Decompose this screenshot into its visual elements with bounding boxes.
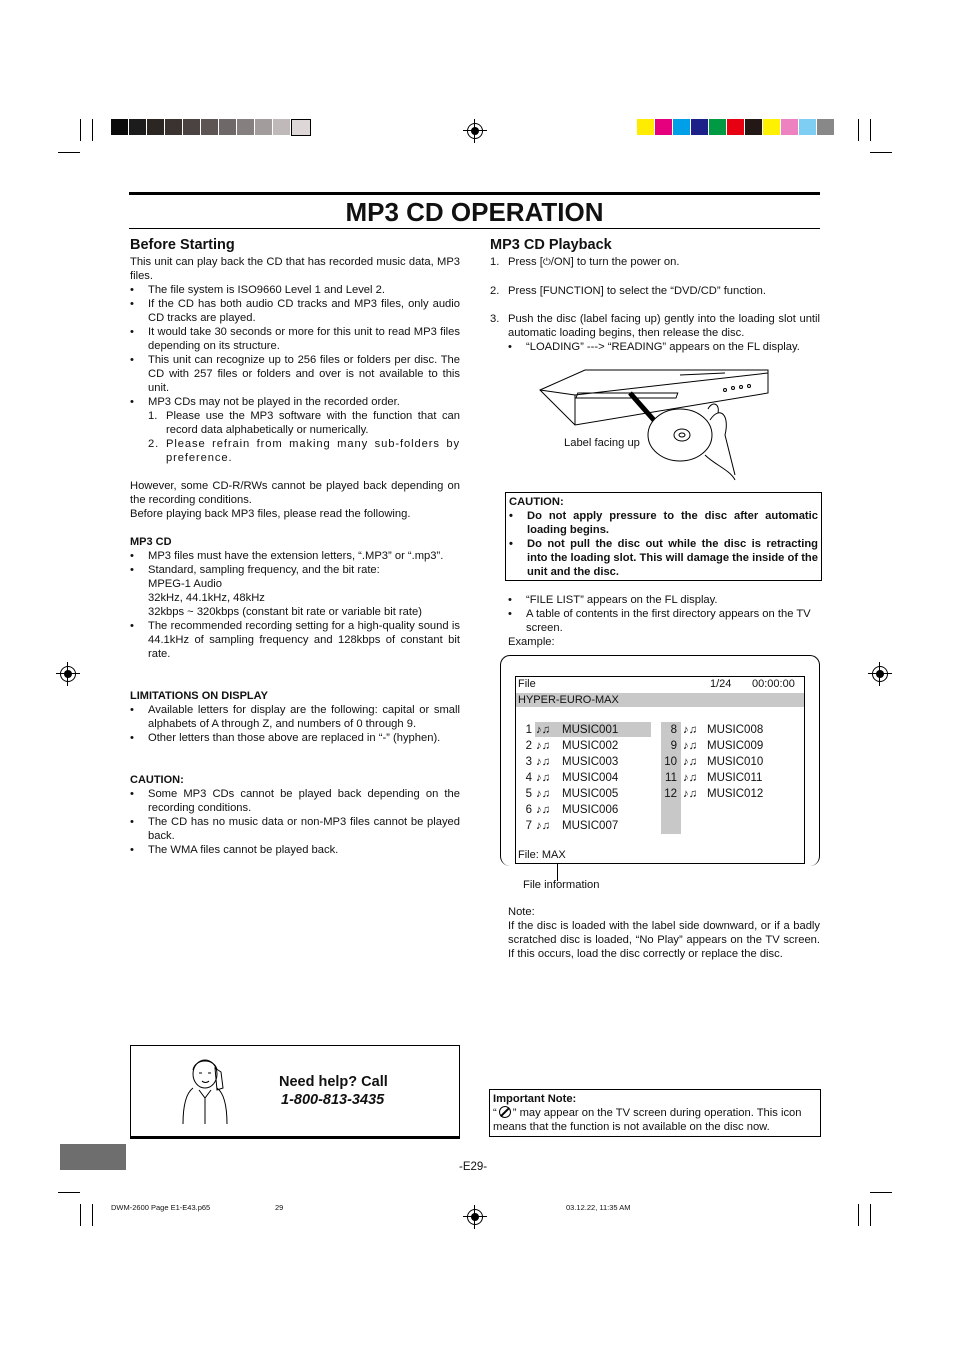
prohibited-icon [499, 1106, 511, 1118]
registration-mark-icon [872, 666, 888, 682]
important-note-text: “ ” may appear on the TV screen during operation. This icon means that the function is not available on the disc now. [493, 1107, 802, 1133]
registration-mark-icon [467, 123, 483, 139]
gray-swatch [219, 119, 236, 135]
important-note-box [489, 1089, 821, 1137]
folder-name: HYPER-EURO-MAX [518, 694, 619, 706]
caution-box [505, 492, 822, 581]
help-phone-number[interactable]: 1-800-813-3435 [281, 1092, 385, 1108]
file-list-screen [515, 676, 805, 864]
intro-text: This unit can play back the CD that has recorded music data, MP3 files. [130, 256, 460, 282]
music-note-icon: ♪♫ [683, 740, 698, 752]
color-swatch [745, 119, 762, 135]
screen-time: 00:00:00 [752, 678, 795, 690]
limitations-heading: LIMITATIONS ON DISPLAY [130, 690, 268, 702]
color-swatch [655, 119, 672, 135]
caution-heading: CAUTION: [130, 774, 184, 786]
title-rule-top [129, 192, 820, 195]
registration-mark-icon [60, 666, 76, 682]
help-line: Need help? Call [279, 1074, 388, 1090]
caution-item: • Do not apply pressure to the disc after automatic loading begins. [509, 509, 818, 537]
color-swatch [709, 119, 726, 135]
list-item: • The recommended recording setting for a high-quality sound is 44.1kHz of sampling frequency and 128kbps of constant bit rate. [130, 619, 460, 661]
color-swatch [817, 119, 834, 135]
power-icon: ⏻ [542, 257, 551, 268]
help-box [130, 1045, 460, 1139]
music-note-icon: ♪♫ [683, 772, 698, 784]
however-text: However, some CD-R/RWs cannot be played back depending on the recording conditions. [130, 480, 460, 506]
list-item: • Standard, sampling frequency, and the bit rate: MPEG-1 Audio 32kHz, 44.1kHz, 48kHz 32kbps ~ 320kbps (constant bit rate or variable bit rate) [130, 563, 460, 619]
phone-person-icon [179, 1054, 231, 1124]
music-note-icon: ♪♫ [683, 724, 698, 736]
list-item: • Some MP3 CDs cannot be played back depending on the recording conditions. [130, 787, 460, 815]
page-title: MP3 CD OPERATION [345, 197, 604, 227]
gray-swatch [111, 119, 128, 135]
music-note-icon: ♪♫ [536, 772, 551, 784]
screen-file-label: File [518, 678, 536, 690]
list-item[interactable]: 4 ♪♫ MUSIC004 [525, 772, 619, 784]
music-note-icon: ♪♫ [683, 756, 698, 768]
footer-date: 03.12.22, 11:35 AM [566, 1203, 631, 1212]
gray-swatch [273, 119, 290, 135]
list-item[interactable]: 9 ♪♫ MUSIC009 [670, 740, 764, 752]
color-swatch [691, 119, 708, 135]
example-label: Example: [508, 636, 555, 648]
label-facing-caption: Label facing up [564, 437, 640, 449]
list-item: • The CD has no music data or non-MP3 files cannot be played back. [130, 815, 460, 843]
list-item[interactable]: 1 ♪♫ MUSIC001 [525, 724, 619, 736]
gray-swatch [129, 119, 146, 135]
music-note-icon: ♪♫ [536, 756, 551, 768]
list-item: • This unit can recognize up to 256 files or folders per disc. The CD with 257 files or folders and over is not available to this unit. [130, 353, 460, 395]
list-item: • “LOADING” ---> “READING” appears on the FL display. [508, 340, 820, 354]
list-item[interactable]: 8 ♪♫ MUSIC008 [670, 724, 764, 736]
list-item[interactable]: 11 ♪♫ MUSIC011 [665, 772, 763, 784]
step-3: 3. Push the disc (label facing up) gently into the loading slot until automatic loading begins, then release the disc. [490, 313, 820, 339]
note-label: Note: [508, 906, 535, 918]
mp3cd-heading: MP3 CD [130, 536, 172, 548]
page-tab [60, 1144, 126, 1170]
list-item[interactable]: 2 ♪♫ MUSIC002 [525, 740, 619, 752]
list-item[interactable]: 5 ♪♫ MUSIC005 [525, 788, 619, 800]
list-item: • The file system is ISO9660 Level 1 and Level 2. [130, 283, 460, 297]
music-note-icon: ♪♫ [536, 788, 551, 800]
disc-loading-illustration [530, 365, 780, 490]
color-swatch [799, 119, 816, 135]
list-item[interactable]: 7 ♪♫ MUSIC007 [525, 820, 619, 832]
list-item[interactable]: 6 ♪♫ MUSIC006 [525, 804, 619, 816]
list-item[interactable]: 12 ♪♫ MUSIC012 [664, 788, 764, 800]
list-item: • The WMA files cannot be played back. [130, 843, 460, 857]
list-item[interactable]: 3 ♪♫ MUSIC003 [525, 756, 619, 768]
music-note-icon: ♪♫ [536, 724, 551, 736]
list-item: • Available letters for display are the following: capital or small alphabets of A through Z, and numbers of 0 through 9. [130, 703, 460, 731]
color-swatch [763, 119, 780, 135]
screen-footer: File: MAX [518, 849, 566, 861]
gray-swatch [255, 119, 272, 135]
color-swatch [727, 119, 744, 135]
right-column [490, 238, 820, 354]
file-info-caption: File information [523, 879, 600, 891]
screen-file-count: 1/24 [710, 678, 732, 690]
important-note-heading: Important Note: [493, 1093, 577, 1105]
footer-page: 29 [275, 1203, 284, 1212]
before-text: Before playing back MP3 files, please read the following. [130, 508, 411, 520]
gray-swatch [165, 119, 182, 135]
list-item: • A table of contents in the first directory appears on the TV screen. [508, 607, 820, 635]
step-1: 1. Press [⏻/ON] to turn the power on. [490, 256, 680, 268]
section-heading: Before Starting [130, 237, 235, 253]
caution-box-heading: CAUTION: [509, 496, 564, 508]
page-number: -E29- [459, 1161, 488, 1173]
sub-list-item: 2. Please refrain from making many sub-folders by preference. [148, 438, 460, 464]
music-note-icon: ♪♫ [536, 740, 551, 752]
footer-file: DWM-2600 Page E1-E43.p65 [111, 1203, 211, 1212]
music-note-icon: ♪♫ [536, 820, 551, 832]
color-swatch [637, 119, 654, 135]
caution-item: • Do not pull the disc out while the disc is retracting into the loading slot. This will damage the inside of the unit and the disc. [509, 537, 818, 579]
gray-swatch [201, 119, 218, 135]
color-swatch [673, 119, 690, 135]
gray-swatch [237, 119, 254, 135]
note-block [508, 905, 820, 961]
gray-swatch [183, 119, 200, 135]
after-loading-list [508, 593, 820, 649]
list-item: • MP3 CDs may not be played in the recorded order. [130, 395, 460, 409]
left-column [130, 238, 460, 857]
registration-mark-icon [467, 1209, 483, 1225]
list-item: • Other letters than those above are replaced in “-” (hyphen). [130, 731, 460, 745]
title-rule-bottom [129, 228, 820, 229]
list-item: • MP3 files must have the extension letters, “.MP3” or “.mp3”. [130, 549, 460, 563]
music-note-icon: ♪♫ [683, 788, 698, 800]
gray-swatch [291, 119, 311, 136]
list-item: • If the CD has both audio CD tracks and MP3 files, only audio CD tracks are played. [130, 297, 460, 325]
note-text: If the disc is loaded with the label side downward, or if a badly scratched disc is loaded, “No Play” appears on the TV screen. If this occurs, load the disc correctly or replace the disc. [508, 920, 820, 960]
music-note-icon: ♪♫ [536, 804, 551, 816]
screen-folder-bar [516, 693, 804, 707]
section-heading: MP3 CD Playback [490, 237, 612, 253]
gray-swatch [147, 119, 164, 135]
list-item: • “FILE LIST” appears on the FL display. [508, 593, 820, 607]
step-2: 2. Press [FUNCTION] to select the “DVD/CD” function. [490, 285, 766, 297]
list-item: • It would take 30 seconds or more for this unit to read MP3 files depending on its structure. [130, 325, 460, 353]
sub-list-item: 1. Please use the MP3 software with the function that can record data alphabetically or numerically. [148, 410, 460, 436]
color-swatch [781, 119, 798, 135]
list-item[interactable]: 10 ♪♫ MUSIC010 [664, 756, 764, 768]
